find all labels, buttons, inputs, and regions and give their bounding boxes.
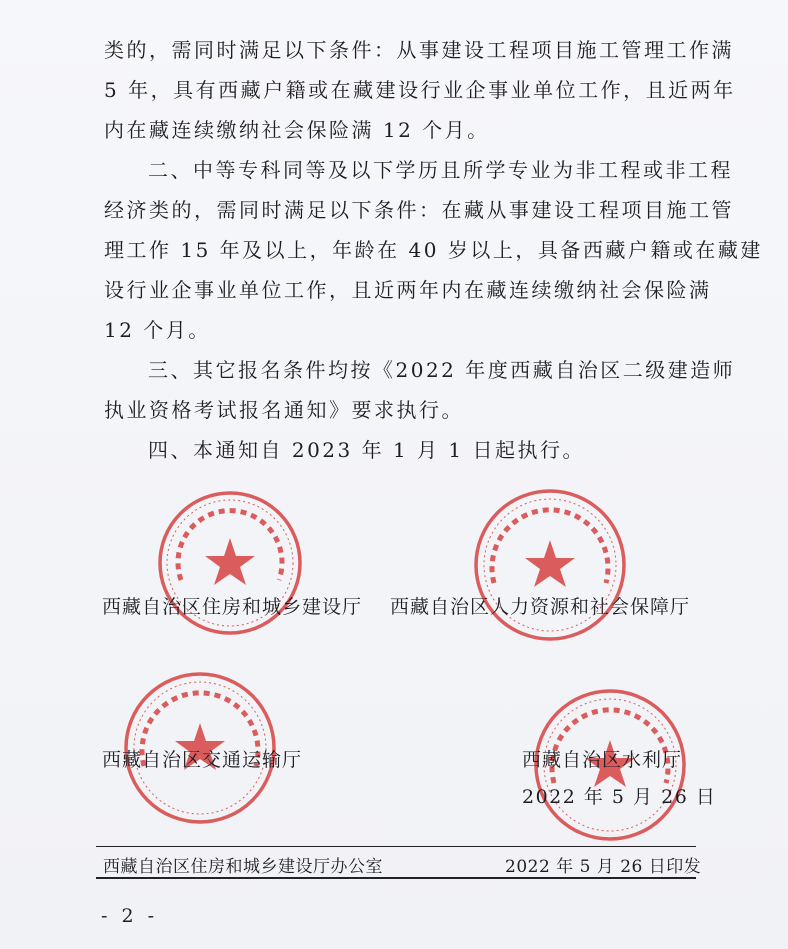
footer-bottom-rule xyxy=(96,877,696,879)
signature-housing: 西藏自治区住房和城乡建设厅 xyxy=(102,596,363,618)
body-line-7: 设行业企事业单位工作，且近两年内在藏连续缴纳社会保险满 xyxy=(104,278,712,302)
body-line-11: 四、本通知自 2023 年 1 月 1 日起执行。 xyxy=(148,438,585,462)
page-number: - 2 - xyxy=(101,905,159,927)
body-line-5: 经济类的，需同时满足以下条件：在藏从事建设工程项目施工管 xyxy=(104,198,734,222)
seal-hr-icon xyxy=(470,485,630,645)
body-line-10: 执业资格考试报名通知》要求执行。 xyxy=(104,398,464,422)
body-line-9: 三、其它报名条件均按《2022 年度西藏自治区二级建造师 xyxy=(148,358,736,382)
signature-date: 2022 年 5 月 26 日 xyxy=(522,786,717,808)
body-line-1: 类的，需同时满足以下条件：从事建设工程项目施工管理工作满 xyxy=(104,38,734,62)
body-line-4: 二、中等专科同等及以下学历且所学专业为非工程或非工程 xyxy=(148,158,733,182)
body-line-3: 内在藏连续缴纳社会保险满 12 个月。 xyxy=(104,118,490,142)
footer-issued: 2022 年 5 月 26 日印发 xyxy=(505,857,702,877)
body-line-8: 12 个月。 xyxy=(104,318,211,342)
signature-water: 西藏自治区水利厅 xyxy=(522,749,683,771)
footer-top-rule xyxy=(96,846,696,847)
body-text xyxy=(104,30,763,470)
signature-transport: 西藏自治区交通运输厅 xyxy=(102,749,303,771)
footer-office: 西藏自治区住房和城乡建设厅办公室 xyxy=(103,857,383,877)
body-line-2: 5 年，具有西藏户籍或在藏建设行业企事业单位工作，且近两年 xyxy=(104,78,736,102)
body-line-6: 理工作 15 年及以上，年龄在 40 岁以上，具备西藏户籍或在藏建 xyxy=(104,238,763,262)
signature-hr: 西藏自治区人力资源和社会保障厅 xyxy=(390,596,691,618)
